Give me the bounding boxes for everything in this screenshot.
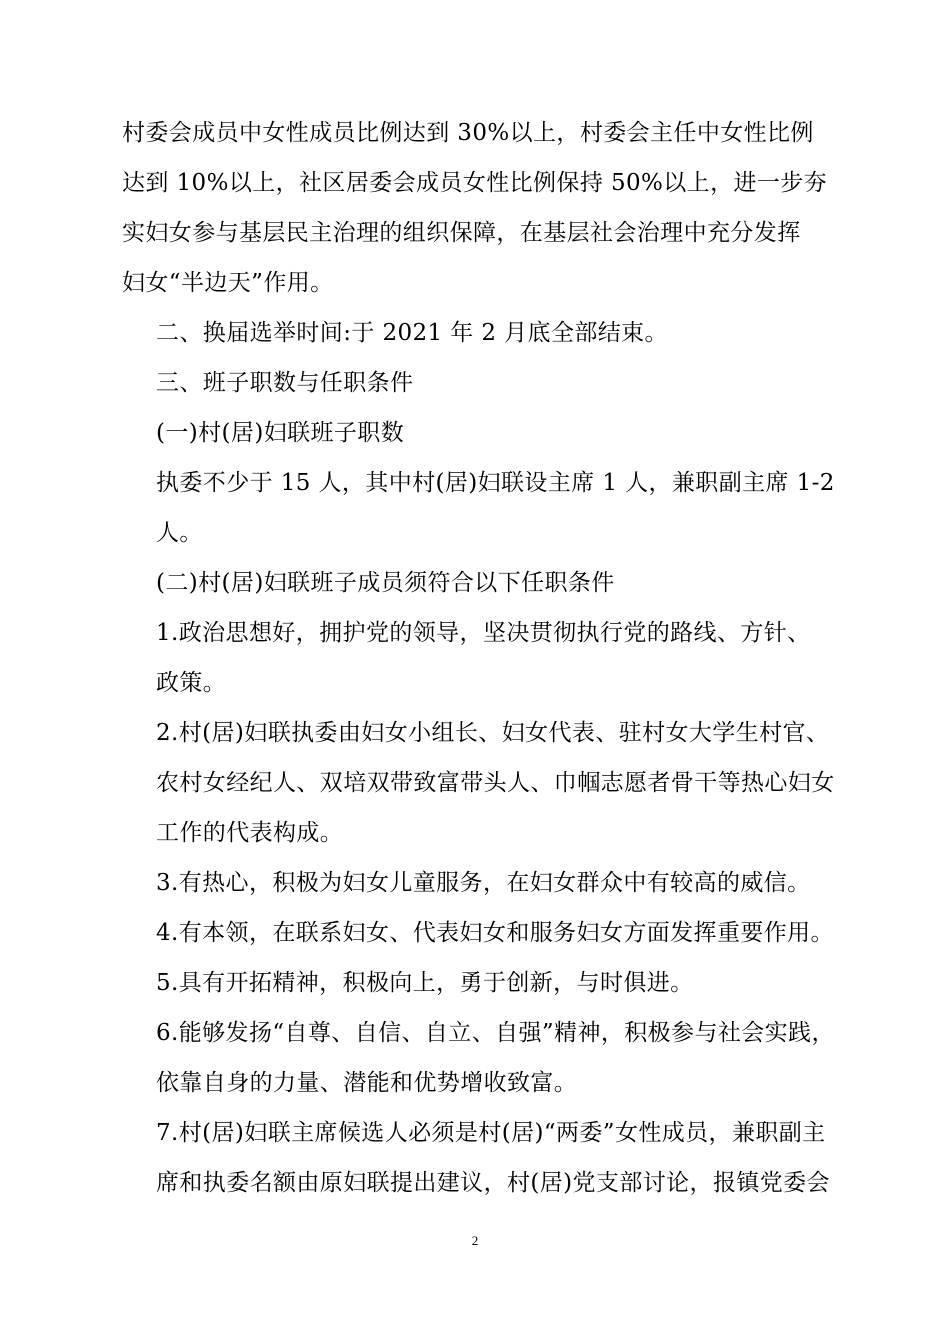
text-line: 7.村(居)妇联主席候选人必须是村(居)“两委”女性成员，兼职副主 — [156, 1120, 826, 1146]
text-line: 二、换届选举时间:于 2021 年 2 月底全部结束。 — [156, 320, 668, 346]
text-line: 人。 — [156, 520, 203, 546]
text-line: 妇女“半边天”作用。 — [122, 270, 334, 296]
text-line: 农村女经纪人、双培双带致富带头人、巾帼志愿者骨干等热心妇女 — [156, 770, 835, 796]
paragraph — [122, 558, 834, 608]
text-line: 5.具有开拓精神，积极向上，勇于创新，与时俱进。 — [156, 970, 694, 996]
paragraph — [122, 358, 834, 408]
paragraph — [122, 308, 834, 358]
text-line: 6.能够发扬“自尊、自信、自立、自强”精神，积极参与社会实践， — [156, 1020, 835, 1046]
page-number: 2 — [471, 1233, 479, 1248]
text-line: 席和执委名额由原妇联提出建议，村(居)党支部讨论，报镇党委会 — [156, 1170, 830, 1196]
paragraph — [122, 408, 834, 458]
text-line: 2.村(居)妇联执委由妇女小组长、妇女代表、驻村女大学生村官、 — [156, 720, 830, 746]
text-line: 实妇女参与基层民主治理的组织保障，在基层社会治理中充分发挥 — [122, 220, 801, 246]
text-line: 三、班子职数与任职条件 — [156, 370, 414, 396]
text-line: 达到 10%以上，社区居委会成员女性比例保持 50%以上，进一步夯 — [122, 170, 828, 196]
text-line: 1.政治思想好，拥护党的领导，坚决贯彻执行党的路线、方针、 — [156, 620, 811, 646]
text-line: 4.有本领，在联系妇女、代表妇女和服务妇女方面发挥重要作用。 — [156, 920, 834, 946]
paragraph — [122, 1008, 834, 1108]
text-line: 政策。 — [156, 670, 227, 696]
text-line: 村委会成员中女性成员比例达到 30%以上，村委会主任中女性比例 — [122, 120, 814, 146]
paragraph — [122, 608, 834, 708]
text-line: (一)村(居)妇联班子职数 — [156, 420, 405, 446]
paragraph — [122, 708, 834, 858]
document-body — [122, 108, 834, 1208]
paragraph — [122, 958, 834, 1008]
paragraph — [122, 908, 834, 958]
text-line: 工作的代表构成。 — [156, 820, 344, 846]
text-line: 执委不少于 15 人，其中村(居)妇联设主席 1 人，兼职副主席 1-2 — [156, 470, 835, 496]
paragraph — [122, 108, 834, 308]
paragraph — [122, 458, 834, 558]
paragraph — [122, 1108, 834, 1208]
text-line: 依靠自身的力量、潜能和优势增收致富。 — [156, 1070, 578, 1096]
text-line: 3.有热心，积极为妇女儿童服务，在妇女群众中有较高的威信。 — [156, 870, 811, 896]
text-line: (二)村(居)妇联班子成员须符合以下任职条件 — [156, 570, 615, 596]
paragraph — [122, 858, 834, 908]
